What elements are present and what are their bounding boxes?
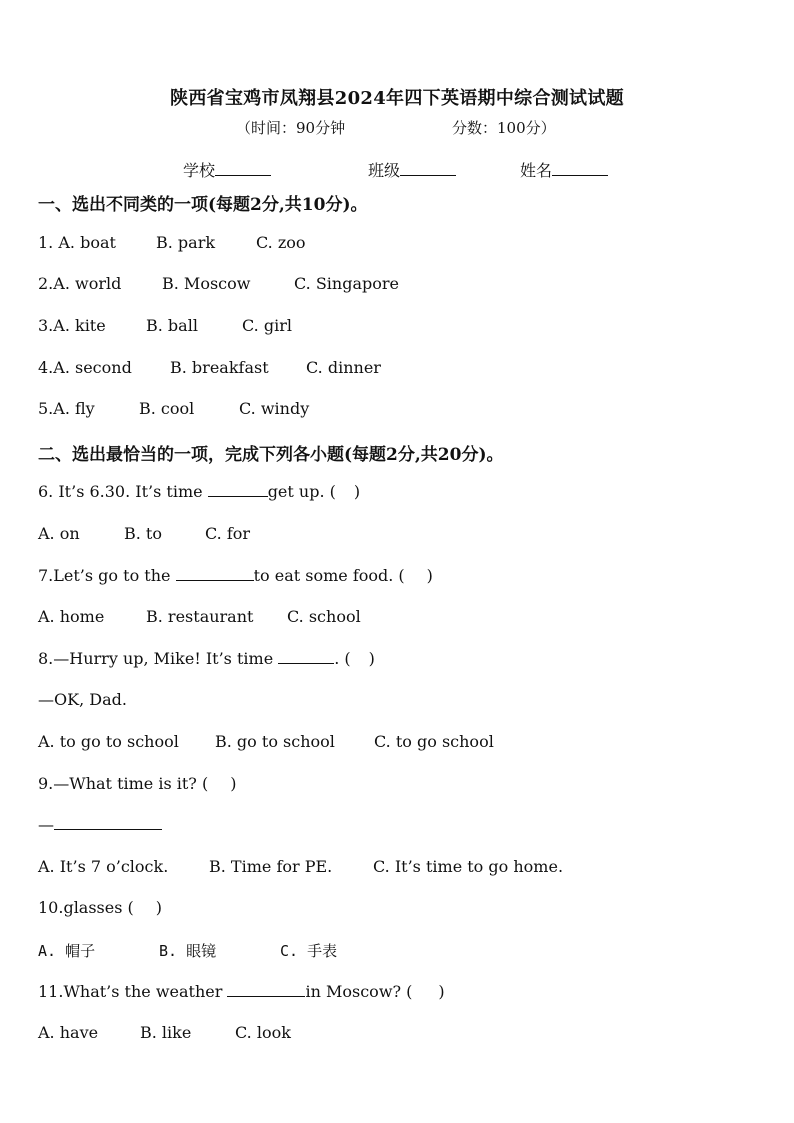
question-8-stem [38,649,375,668]
stem-text: in Moscow? ( [305,982,413,1001]
stem-text: 9.—What time is it? ( [38,774,209,793]
option-b: B. restaurant [146,607,254,626]
option-a: A. second [53,358,132,377]
option-b: B. 眼镜 [159,942,217,960]
stem-text: 11.What’s the weather [38,982,228,1001]
option-b: B. go to school [215,732,335,751]
class-label: 班级 [368,161,401,180]
stem-text: . ( [334,649,351,668]
option-b: B. ball [146,316,198,335]
answer-blank[interactable] [54,815,162,830]
question-9-stem [38,774,236,793]
exam-score: 分数：100分） [452,119,556,137]
option-a: A. 帽子 [38,942,96,960]
option-c: C. look [235,1023,291,1042]
option-a: A. to go to school [38,732,179,751]
question-number: 5. [38,399,54,418]
dash-text: — [38,815,54,834]
option-a: A. It’s 7 o’clock. [38,857,169,876]
option-c: C. school [287,607,361,626]
option-c: C. zoo [256,233,306,252]
option-b: B. park [156,233,216,252]
option-a: A. on [38,524,80,543]
stem-text: ) [230,774,237,793]
option-b: B. like [140,1023,192,1042]
question-10-stem [38,898,162,917]
stem-text: 10.glasses ( [38,898,134,917]
section-2-heading: 二、选出最恰当的一项，完成下列各小题(每题2分,共20分)。 [38,445,504,465]
option-a: A. home [38,607,105,626]
option-a: A. kite [53,316,106,335]
class-blank[interactable] [400,161,456,176]
option-b: B. Time for PE. [209,857,333,876]
stem-text: ) [155,898,163,917]
class-field [368,158,456,181]
option-b: B. breakfast [170,358,269,377]
option-c: C. It’s time to go home. [373,857,564,876]
option-c: C. for [205,524,251,543]
stem-text: ) [438,982,445,1001]
option-b: B. cool [139,399,195,418]
stem-text: 8.—Hurry up, Mike! It’s time [38,649,279,668]
option-c: C. girl [242,316,292,335]
answer-blank[interactable] [278,649,334,664]
option-b: B. to [124,524,162,543]
stem-text: ) [353,482,361,501]
answer-blank[interactable] [176,566,254,581]
name-blank[interactable] [552,161,608,176]
answer-blank[interactable] [227,982,305,997]
question-number: 1. [38,233,59,252]
exam-time: （时间：90分钟 [236,119,346,137]
question-7-stem [38,566,433,585]
stem-text: ) [368,649,375,668]
page-title: 陕西省宝鸡市凤翔县2024年四下英语期中综合测试试题 [170,88,624,109]
question-9-answer-line [38,815,162,834]
option-a: A. fly [53,399,95,418]
section-1-heading: 一、选出不同类的一项(每题2分,共10分)。 [38,195,368,215]
option-a: A. have [38,1023,99,1042]
question-8-reply: —OK, Dad. [38,690,127,709]
name-label: 姓名 [520,161,553,180]
option-c: C. Singapore [294,274,399,293]
option-c: C. 手表 [280,942,338,960]
question-6-stem [38,482,360,501]
school-field [183,158,271,181]
stem-text: to eat some food. ( [253,566,405,585]
question-11-stem [38,982,445,1001]
answer-blank[interactable] [208,482,268,497]
name-field [520,158,608,181]
question-number: 3. [38,316,54,335]
option-a: A. world [53,274,122,293]
school-blank[interactable] [215,161,271,176]
option-a: A. boat [58,233,116,252]
option-c: C. windy [239,399,310,418]
option-c: C. dinner [306,358,381,377]
option-b: B. Moscow [162,274,251,293]
option-c: C. to go school [374,732,494,751]
school-label: 学校 [183,161,216,180]
stem-text: 7.Let’s go to the [38,566,176,585]
stem-text: get up. ( [267,482,336,501]
stem-text: ) [426,566,433,585]
question-number: 4. [38,358,54,377]
stem-text: 6. It’s 6.30. It’s time [38,482,208,501]
question-number: 2. [38,274,54,293]
